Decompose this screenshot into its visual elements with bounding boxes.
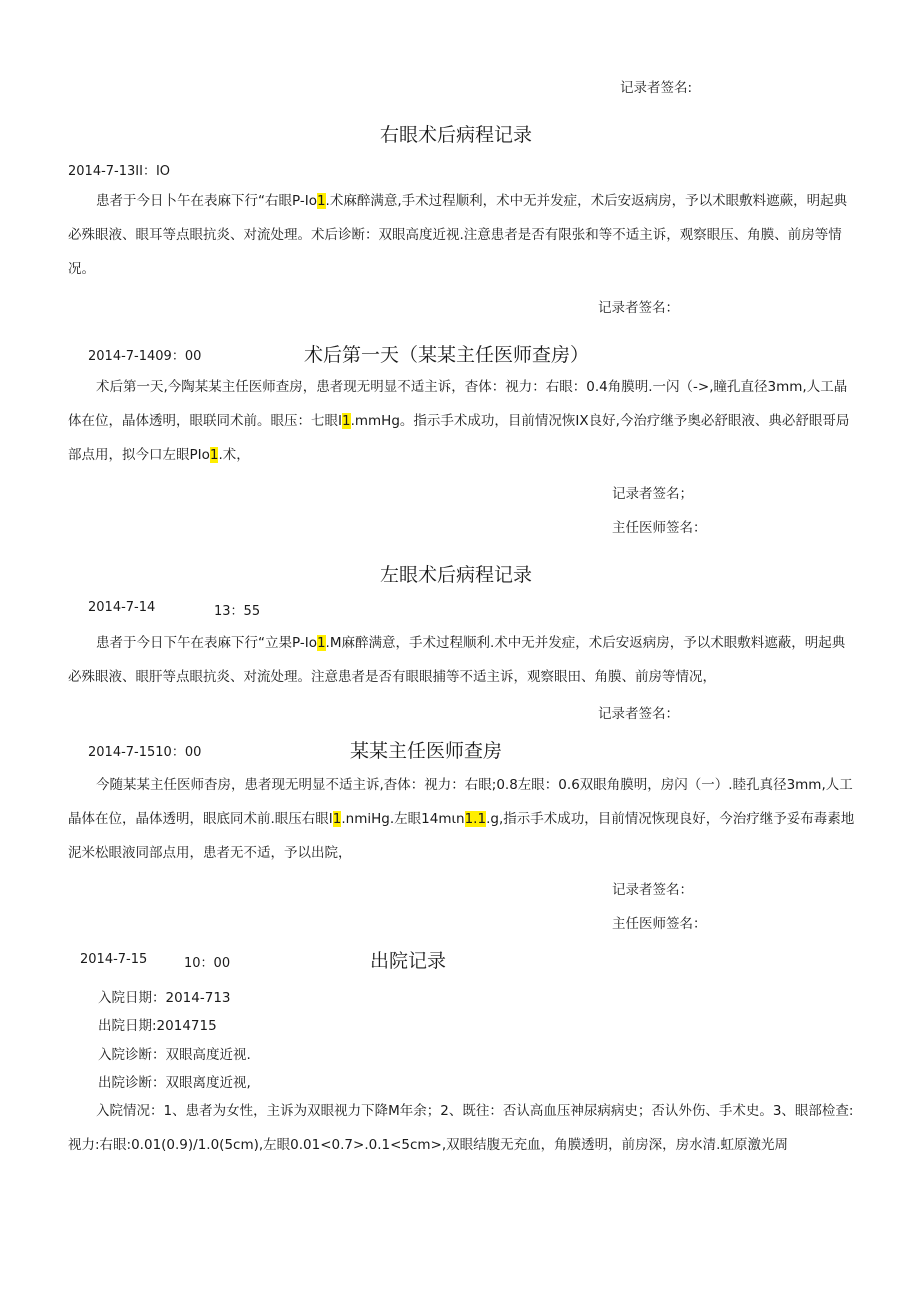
record-time: 13：55 <box>214 604 261 619</box>
record-paragraph: 今随某某主任医师杳房，患者现无明显不适主诉,杳体：视力：右眼;0.8左眼：0.6双眼角膜明，房闪（一）.睦孔真径3mm,人工晶体在位，晶体透明，眼底同术前.眼压右眼I1.nmiHg.左眼14mιn1.1.g,指示手术成功，目前情况恢现良好，今治疗继予妥布毒素地泥米松眼液同部点用，患者无不适，予以出院， <box>68 777 855 861</box>
chief-physician-signature: 主任医师签名： <box>612 520 707 536</box>
highlight: 1.1 <box>464 811 487 827</box>
record-paragraph: 患者于今日卜午在表麻下行“右眼P-Io1.术麻醉满意,手术过程顺利，术中无并发症，术后安返病房，予以术眼敷料遮蕨，明起典必殊眼液、眼耳等点眼抗炎、对流处理。术后诊断：双眼高度近视.注意患者是否有限张和等不适主诉，观察眼压、角膜、前房等情况。 <box>68 193 848 277</box>
recorder-signature: 记录者签名： <box>598 706 679 722</box>
discharge-date: 出院日期:2014715 <box>98 1018 217 1034</box>
section-title: 出院记录 <box>370 950 447 972</box>
admission-date: 入院日期：2014-713 <box>98 990 231 1006</box>
admission-condition: 入院情况：1、患者为女性，主诉为双眼视力下降M年余；2、既往：否认高血压神尿病病史；否认外伤、手术史。3、眼部检查: 视力:右眼:0.01(0.9)/1.0(5cm),左眼0.01<0.7>.0.1<5cm>,双眼结腹无充血，角膜透明，前房深，房水清.虹原激光周 <box>68 1103 854 1153</box>
record-date: 2014-7-15 <box>80 952 148 967</box>
highlight: 1 <box>332 811 342 827</box>
record-paragraph: 患者于今日下午在表麻下行“立果P-Io1.M麻醉满意，手术过程顺利.术中无并发症，术后安返病房，予以术眼敷料遮蔽，明起典必殊眼液、眼肝等点眼抗炎、对流处理。注意患者是否有眼眼捕等不适主诉，观察眼田、角膜、前房等情况， <box>68 635 846 685</box>
highlight: 1 <box>316 635 326 651</box>
section-title: 右眼术后病程记录 <box>380 124 533 146</box>
recorder-signature: 记录者签名； <box>612 486 693 502</box>
recorder-signature: 记录者签名: <box>620 80 693 96</box>
section-title: 左眼术后病程记录 <box>380 564 533 586</box>
record-date: 2014-7-14 <box>88 600 156 615</box>
recorder-signature: 记录者签名： <box>612 882 693 898</box>
section-title: 术后第一天（某某主任医师查房） <box>304 344 590 366</box>
record-time: 10：00 <box>184 956 231 971</box>
record-date: 2014-7-1510：00 <box>88 745 202 760</box>
highlight: 1 <box>209 447 219 463</box>
record-date: 2014-7-13II：IO <box>68 164 171 179</box>
record-paragraph: 术后第一天,今陶某某主任医师查房，患者现无明显不适主诉，杳体：视力：右眼：0.4角膜明.一闪（->,瞳孔直径3mm,人工晶体在位，晶体透明，眼联同术前。眼压：七眼I1.mmHg。指示手术成功，目前情况恢IX良好,今治疗继予奥必舒眼液、典必舒眼哥局部点用，拟今口左眼PIo1.术， <box>68 379 850 463</box>
highlight: 1 <box>341 413 351 429</box>
discharge-diagnosis: 出院诊断：双眼离度近视, <box>98 1075 251 1091</box>
admission-diagnosis: 入院诊断：双眼高度近视. <box>98 1047 251 1063</box>
highlight: 1 <box>316 193 326 209</box>
chief-physician-signature: 主任医师签名： <box>612 916 707 932</box>
record-date: 2014-7-1409：00 <box>88 349 202 364</box>
section-title: 某某主任医师查房 <box>350 740 503 762</box>
recorder-signature: 记录者签名： <box>598 300 679 316</box>
